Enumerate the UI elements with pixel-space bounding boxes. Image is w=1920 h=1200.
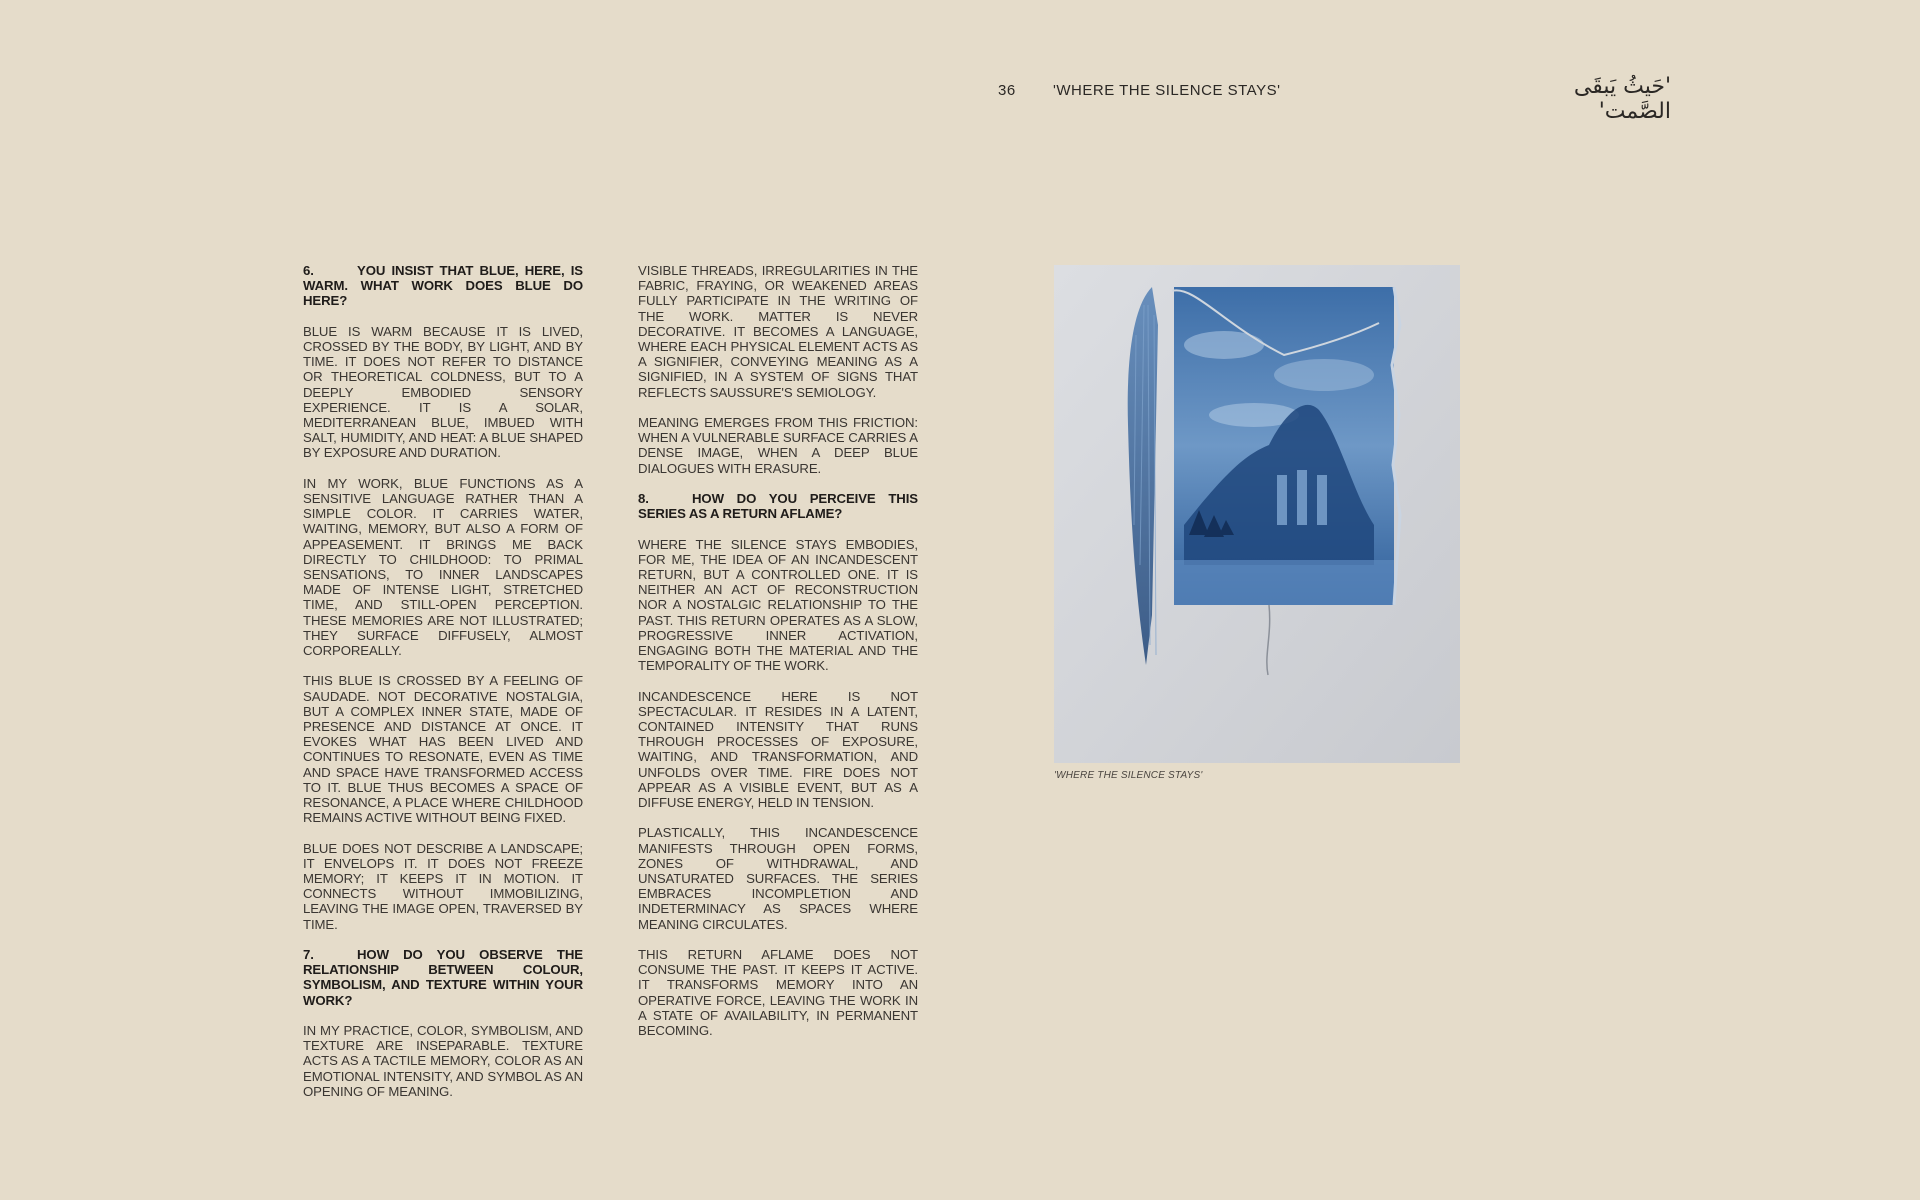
question-number: 8. <box>638 491 649 507</box>
question-title: HOW DO YOU OBSERVE THE RELATIONSHIP BETWEEN COLOUR, SYMBOLISM, AND TEXTURE WITHIN YOUR WORK? <box>303 947 583 1008</box>
text-column-middle <box>638 263 918 1053</box>
paragraph: PLASTICALLY, THIS INCANDESCENCE MANIFESTS THROUGH OPEN FORMS, ZONES OF WITHDRAWAL, AND UNSATURATED SURFACES. THE SERIES EMBRACES INCOMPLETION AND INDETERMINACY AS SPACES WHERE MEANING CIRCULATES. <box>638 825 918 932</box>
paragraph: THIS BLUE IS CROSSED BY A FEELING OF SAUDADE. NOT DECORATIVE NOSTALGIA, BUT A COMPLEX INNER STATE, MADE OF PRESENCE AND DISTANCE AT ONCE. IT EVOKES WHAT HAS BEEN LIVED AND CONTINUES TO RESONATE, EVEN AS TIME AND SPACE HAVE TRANSFORMED ACCESS TO IT. BLUE THUS BECOMES A SPACE OF RESONANCE, A PLACE WHERE CHILDHOOD REMAINS ACTIVE WITHOUT BEING FIXED. <box>303 673 583 826</box>
page-number: 36 <box>998 82 1016 99</box>
running-title: 'WHERE THE SILENCE STAYS' <box>1053 82 1281 99</box>
arabic-title: 'حَيثُ يَبقَى الصَّمت' <box>1573 74 1671 124</box>
figure-caption: 'WHERE THE SILENCE STAYS' <box>1054 770 1203 781</box>
paragraph: INCANDESCENCE HERE IS NOT SPECTACULAR. IT RESIDES IN A LATENT, CONTAINED INTENSITY THAT RUNS THROUGH PROCESSES OF EXPOSURE, WAITING, AND TRANSFORMATION, AND UNFOLDS OVER TIME. FIRE DOES NOT APPEAR AS A VISIBLE EVENT, BUT AS A DIFFUSE ENERGY, HELD IN TENSION. <box>638 688 918 811</box>
paragraph: BLUE IS WARM BECAUSE IT IS LIVED, CROSSED BY THE BODY, BY LIGHT, AND BY TIME. IT DOES NOT REFER TO DISTANCE OR THEORETICAL COLDNESS, BUT TO A DEEPLY EMBODIED SENSORY EXPERIENCE. IT IS A SOLAR, MEDITERRANEAN BLUE, IMBUED WITH SALT, HUMIDITY, AND HEAT: A BLUE SHAPED BY EXPOSURE AND DURATION. <box>303 323 583 461</box>
question-title: HOW DO YOU PERCEIVE THIS SERIES AS A RETURN AFLAME? <box>638 491 918 522</box>
question-8-heading <box>638 491 918 521</box>
question-number: 6. <box>303 263 314 278</box>
paragraph: IN MY PRACTICE, COLOR, SYMBOLISM, AND TEXTURE ARE INSEPARABLE. TEXTURE ACTS AS A TACTILE MEMORY, COLOR AS AN EMOTIONAL INTENSITY, AND SYMBOL AS AN OPENING OF MEANING. <box>303 1023 583 1099</box>
paragraph: THIS RETURN AFLAME DOES NOT CONSUME THE PAST. IT KEEPS IT ACTIVE. IT TRANSFORMS MEMORY INTO AN OPERATIVE FORCE, LEAVING THE WORK IN A STATE OF AVAILABILITY, IN PERMANENT BECOMING. <box>638 947 918 1039</box>
artwork-image <box>1054 265 1460 763</box>
question-7-heading <box>303 947 583 1008</box>
paragraph: VISIBLE THREADS, IRREGULARITIES IN THE FABRIC, FRAYING, OR WEAKENED AREAS FULLY PARTICIPATE IN THE WRITING OF THE WORK. MATTER IS NEVER DECORATIVE. IT BECOMES A LANGUAGE, WHERE EACH PHYSICAL ELEMENT ACTS AS A SIGNIFIER, CONVEYING MEANING AS A SIGNIFIED, IN A SYSTEM OF SIGNS THAT REFLECTS SAUSSURE'S SEMIOLOGY. <box>638 263 918 400</box>
text-column-left <box>303 263 583 1114</box>
page-header <box>0 74 1920 124</box>
paragraph: BLUE DOES NOT DESCRIBE A LANDSCAPE; IT ENVELOPS IT. IT DOES NOT FREEZE MEMORY; IT KEEPS IT IN MOTION. IT CONNECTS WITHOUT IMMOBILIZING, LEAVING THE IMAGE OPEN, TRAVERSED BY TIME. <box>303 840 583 932</box>
paragraph: WHERE THE SILENCE STAYS EMBODIES, FOR ME, THE IDEA OF AN INCANDESCENT RETURN, BUT A CONTROLLED ONE. IT IS NEITHER AN ACT OF RECONSTRUCTION NOR A NOSTALGIC RELATIONSHIP TO THE PAST. THIS RETURN OPERATES AS A SLOW, PROGRESSIVE INNER ACTIVATION, ENGAGING BOTH THE MATERIAL AND THE TEMPORALITY OF THE WORK. <box>638 536 918 674</box>
paragraph: IN MY WORK, BLUE FUNCTIONS AS A SENSITIVE LANGUAGE RATHER THAN A SIMPLE COLOR. IT CARRIES WATER, WAITING, MEMORY, BUT ALSO A FORM OF APPEASEMENT. IT BRINGS ME BACK DIRECTLY TO CHILDHOOD: TO PRIMAL SENSATIONS, TO INNER LANDSCAPES MADE OF INTENSE LIGHT, STRETCHED TIME, AND STILL-OPEN PERCEPTION. THESE MEMORIES ARE NOT ILLUSTRATED; THEY SURFACE DIFFUSELY, ALMOST CORPOREALLY. <box>303 475 583 659</box>
question-6-heading <box>303 263 583 309</box>
question-title: YOU INSIST THAT BLUE, HERE, IS WARM. WHAT WORK DOES BLUE DO HERE? <box>303 263 583 309</box>
paragraph: MEANING EMERGES FROM THIS FRICTION: WHEN A VULNERABLE SURFACE CARRIES A DENSE IMAGE, WHEN A DEEP BLUE DIALOGUES WITH ERASURE. <box>638 415 918 476</box>
artwork-illustration <box>1054 265 1460 763</box>
question-number: 7. <box>303 947 314 963</box>
